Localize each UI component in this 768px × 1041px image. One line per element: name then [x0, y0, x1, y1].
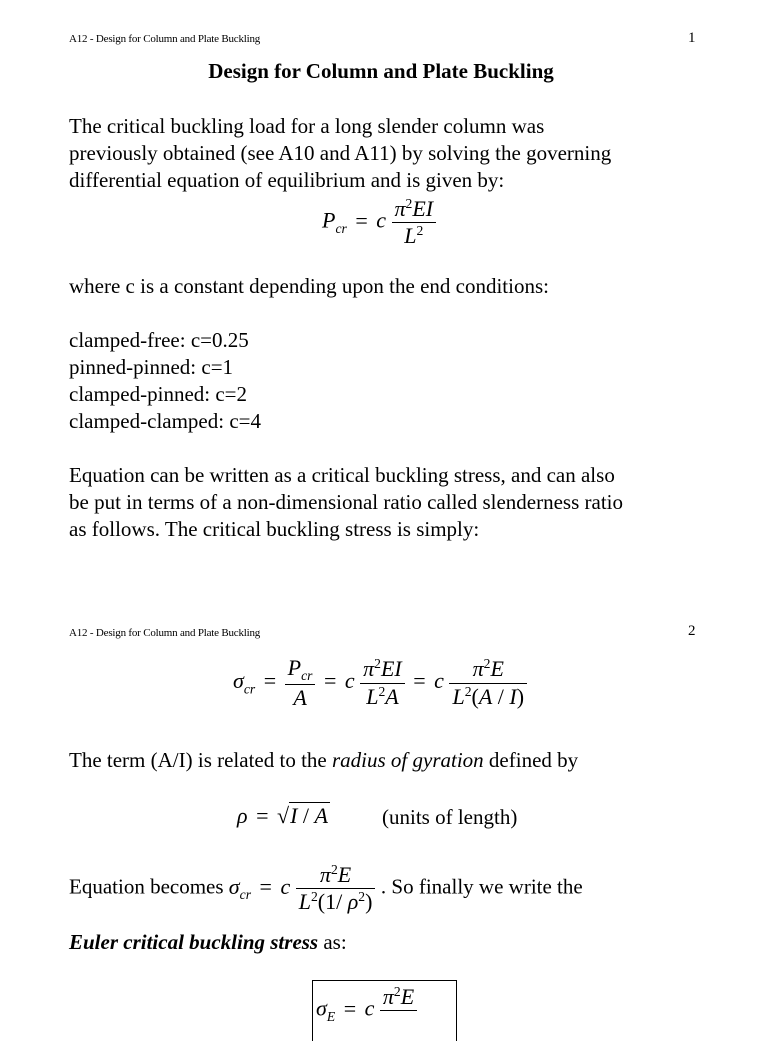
gyration-term: radius of gyration: [331, 748, 484, 772]
text-line: The critical buckling load for a long slender column was: [69, 114, 545, 138]
gyration-sentence: [69, 747, 578, 774]
text-line: previously obtained (see A10 and A11) by solving the governing: [69, 141, 612, 165]
stress-paragraph: [69, 462, 623, 543]
intro-paragraph: [69, 113, 611, 194]
list-item: pinned-pinned: c=1: [69, 355, 234, 379]
critical-stress-equation: $\sigma_{cr}$ = $\frac{P_{cr}}{A}$ = c $\frac{\pi^2EI}{L^2A}$ = c $\frac{\pi^2E}{L^2(A / I)}$: [233, 655, 527, 711]
units-note: (units of length): [382, 805, 518, 829]
page-number-2: 2: [688, 623, 696, 639]
text-line: be put in terms of a non-dimensional ratio called slenderness ratio: [69, 490, 624, 514]
critical-load-equation: $P_{cr} = c$ $\frac{\pi^2EI}{L^2}$: [322, 196, 436, 249]
list-item: clamped-pinned: c=2: [69, 382, 248, 406]
text-line: Equation can be written as a critical buckling stress, and can also: [69, 463, 615, 487]
gyration-suffix: defined by: [483, 748, 579, 772]
gyration-prefix: The term (A/I) is related to the: [69, 748, 332, 772]
text-line: as follows. The critical buckling stress is simply:: [69, 517, 480, 541]
page-number: 1: [688, 30, 696, 46]
running-header-page2: A12 - Design for Column and Plate Buckling: [69, 627, 261, 639]
becomes-prefix: Equation becomes: [69, 874, 229, 899]
becomes-suffix: . So finally we write the: [380, 874, 583, 899]
running-header: A12 - Design for Column and Plate Buckling: [69, 33, 261, 45]
list-item: clamped-clamped: c=4: [69, 409, 262, 433]
radius-of-gyration-equation: ρ = √I / A: [237, 803, 328, 828]
end-conditions-intro: where c is a constant depending upon the end conditions:: [69, 274, 549, 298]
euler-suffix: as:: [318, 930, 347, 954]
euler-term: Euler critical buckling stress: [69, 930, 319, 954]
slenderness-equation: $\sigma_{cr} = c$ $\frac{\pi^2E}{L^2(1/ \rho^2)}$: [229, 874, 381, 899]
list-item: clamped-free: c=0.25: [69, 328, 249, 352]
becomes-sentence: [69, 862, 583, 915]
end-conditions-list: [69, 327, 261, 435]
document-title: Design for Column and Plate Buckling: [208, 59, 554, 83]
euler-equation: $\sigma_E = c$ $\pi^2E$: [316, 984, 417, 1037]
euler-sentence: [69, 929, 347, 956]
text-line: differential equation of equilibrium and is given by:: [69, 168, 505, 192]
